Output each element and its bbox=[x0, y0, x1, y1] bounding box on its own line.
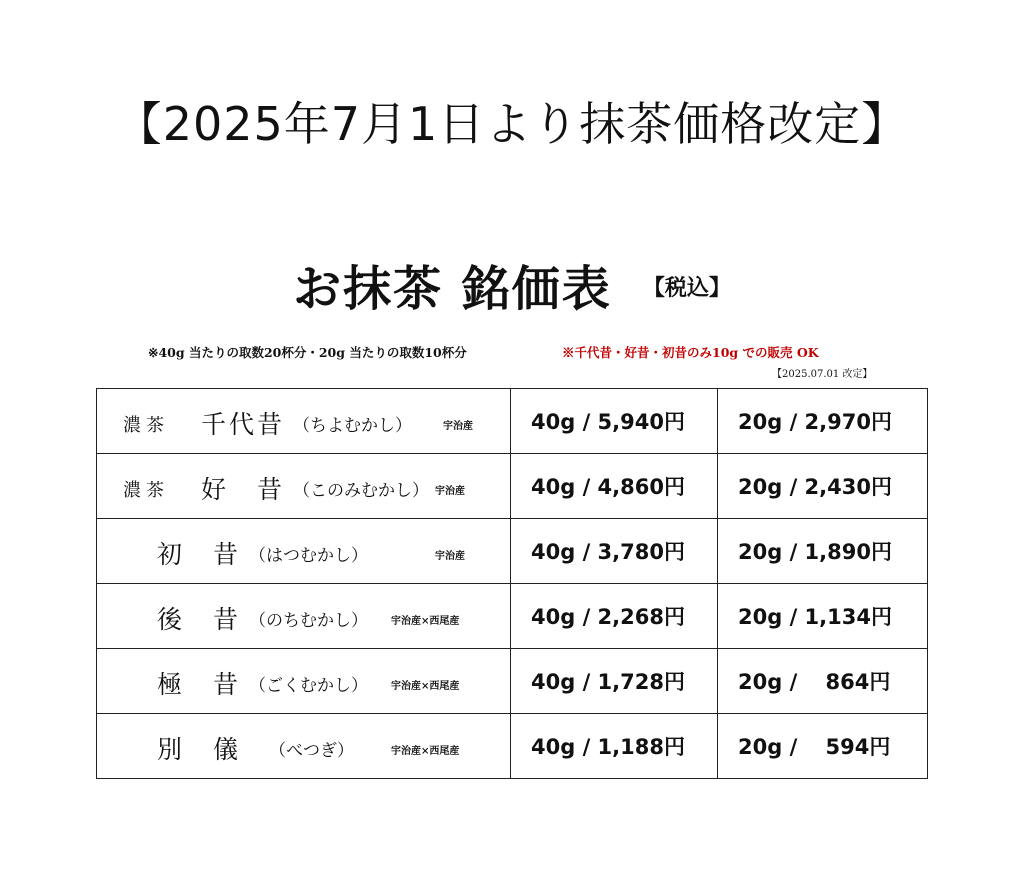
tea-reading: （ごくむかし） bbox=[249, 676, 368, 696]
tea-origin: 宇治産×西尾産 bbox=[391, 681, 460, 692]
price-20g-cell bbox=[718, 584, 928, 649]
servings-note: ※40g 当たりの取数20杯分・20g 当たりの取数10杯分 bbox=[148, 345, 467, 360]
product-cell bbox=[97, 649, 511, 714]
tea-type: 濃茶 bbox=[123, 415, 169, 436]
table-row bbox=[97, 519, 928, 584]
headline: 【2025年7月1日より抹茶価格改定】 bbox=[115, 97, 909, 151]
page-title: お抹茶 銘価表 bbox=[293, 261, 612, 317]
table-row bbox=[97, 389, 928, 454]
price-20g-cell bbox=[718, 454, 928, 519]
price-40g-cell bbox=[511, 584, 718, 649]
price-40g-cell bbox=[511, 519, 718, 584]
price-40g: 40g / 2,268円 bbox=[531, 605, 685, 629]
price-20g-cell bbox=[718, 519, 928, 584]
tea-origin: 宇治産 bbox=[435, 486, 465, 497]
table-row bbox=[97, 649, 928, 714]
price-20g: 20g / 2,970円 bbox=[738, 410, 892, 434]
title-row bbox=[0, 250, 1024, 319]
price-40g: 40g / 1,188円 bbox=[531, 735, 685, 759]
price-40g-cell bbox=[511, 714, 718, 779]
price-20g: 20g / 594円 bbox=[738, 735, 891, 759]
tea-brand: 別 儀 bbox=[157, 735, 242, 764]
price-20g-cell bbox=[718, 649, 928, 714]
price-40g: 40g / 5,940円 bbox=[531, 410, 685, 434]
tax-note: 【税込】 bbox=[642, 276, 731, 301]
tea-brand: 初 昔 bbox=[157, 540, 242, 569]
price-40g: 40g / 3,780円 bbox=[531, 540, 685, 564]
tea-reading: （このみむかし） bbox=[293, 481, 429, 501]
price-20g: 20g / 2,430円 bbox=[738, 475, 892, 499]
price-40g-cell bbox=[511, 649, 718, 714]
price-20g: 20g / 1,890円 bbox=[738, 540, 892, 564]
tea-reading: （のちむかし） bbox=[249, 611, 368, 631]
price-20g: 20g / 864円 bbox=[738, 670, 891, 694]
price-40g: 40g / 4,860円 bbox=[531, 475, 685, 499]
product-cell bbox=[97, 389, 511, 454]
product-cell bbox=[97, 454, 511, 519]
price-20g-cell bbox=[718, 714, 928, 779]
tea-origin: 宇治産 bbox=[435, 551, 465, 562]
tea-reading: （ちよむかし） bbox=[293, 416, 412, 436]
tea-reading: （べつぎ） bbox=[269, 741, 354, 761]
price-20g: 20g / 1,134円 bbox=[738, 605, 892, 629]
tea-brand: 好 昔 bbox=[201, 475, 286, 504]
tea-brand: 千代昔 bbox=[201, 410, 286, 439]
ten-gram-note: ※千代昔・好昔・初昔のみ10g での販売 OK bbox=[562, 345, 819, 360]
revised-date: 【2025.07.01 改定】 bbox=[772, 369, 873, 380]
tea-brand: 極 昔 bbox=[157, 670, 242, 699]
tea-reading: （はつむかし） bbox=[249, 546, 368, 566]
tea-origin: 宇治産×西尾産 bbox=[391, 746, 460, 757]
price-40g-cell bbox=[511, 454, 718, 519]
tea-origin: 宇治産×西尾産 bbox=[391, 616, 460, 627]
product-cell bbox=[97, 714, 511, 779]
tea-type: 濃茶 bbox=[123, 480, 169, 501]
product-cell bbox=[97, 584, 511, 649]
tea-brand: 後 昔 bbox=[157, 605, 242, 634]
table-row bbox=[97, 714, 928, 779]
table-row bbox=[97, 454, 928, 519]
table-row bbox=[97, 584, 928, 649]
product-cell bbox=[97, 519, 511, 584]
price-40g: 40g / 1,728円 bbox=[531, 670, 685, 694]
price-40g-cell bbox=[511, 389, 718, 454]
price-table bbox=[96, 388, 928, 779]
tea-origin: 宇治産 bbox=[443, 421, 473, 432]
price-20g-cell bbox=[718, 389, 928, 454]
